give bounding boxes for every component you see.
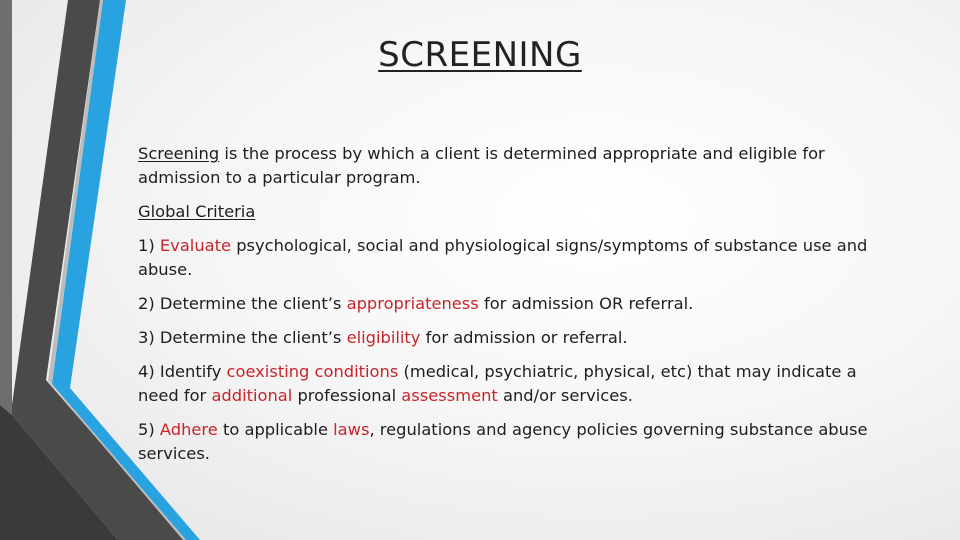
criterion-3 <box>138 326 868 350</box>
criterion-1-prefix: 1) <box>138 236 160 255</box>
criterion-2-prefix: 2) Determine the client’s <box>138 294 347 313</box>
criterion-5-rest: , regulations and agency policies governing substance abuse services. <box>138 420 868 463</box>
criterion-2-rest: for admission OR referral. <box>478 294 694 313</box>
criterion-2-highlight: appropriateness <box>346 294 479 313</box>
criterion-5-prefix: 5) <box>138 420 160 439</box>
slide-title: SCREENING <box>378 35 582 75</box>
criterion-4-prefix: 4) Identify <box>138 362 227 381</box>
criterion-4-highlight-3: assessment <box>401 386 498 405</box>
criterion-4-highlight-2: additional <box>211 386 293 405</box>
criterion-2 <box>138 292 868 316</box>
criterion-5-middle: to applicable <box>217 420 334 439</box>
criterion-4 <box>138 360 868 408</box>
criteria-heading-text: Global Criteria <box>138 202 256 221</box>
screening-term: Screening <box>138 144 220 163</box>
criterion-1-highlight: Evaluate <box>159 236 232 255</box>
criteria-heading <box>138 200 868 224</box>
criterion-3-prefix: 3) Determine the client’s <box>138 328 347 347</box>
criterion-1-rest: psychological, social and physiological signs/symptoms of substance use and abuse. <box>138 236 868 279</box>
slide-body <box>138 142 868 476</box>
intro-paragraph <box>138 142 868 190</box>
criterion-5-highlight: Adhere <box>159 420 218 439</box>
criterion-4-rest: and/or services. <box>497 386 633 405</box>
criterion-3-highlight: eligibility <box>346 328 421 347</box>
criterion-4-highlight: coexisting conditions <box>226 362 399 381</box>
criterion-4-middle: (medical, psychiatric, physical, etc) that may indicate a need for <box>138 362 857 405</box>
criterion-5 <box>138 418 868 466</box>
criterion-5-highlight-2: laws <box>333 420 370 439</box>
criterion-4-middle-2: professional <box>292 386 402 405</box>
gray-band-outer <box>0 0 12 415</box>
intro-text: is the process by which a client is determined appropriate and eligible for admission to a particular program. <box>138 144 825 187</box>
criterion-3-rest: for admission or referral. <box>420 328 628 347</box>
criterion-1 <box>138 234 868 282</box>
